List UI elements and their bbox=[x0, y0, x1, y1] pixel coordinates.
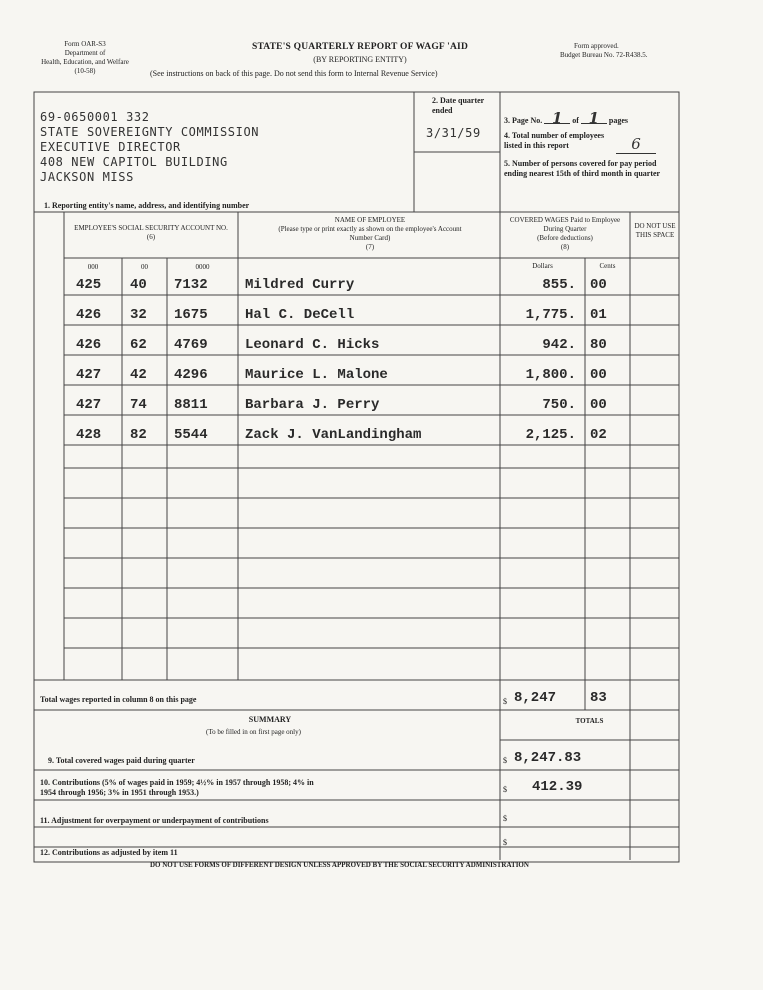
ssn-area-subheader: 000 bbox=[87, 263, 99, 271]
form-title: STATE'S QUARTERLY REPORT OF WAGF 'AID bbox=[251, 42, 469, 52]
department-name: Health, Education, and Welfare bbox=[41, 58, 129, 66]
table-row bbox=[0, 303, 763, 333]
name-column-number: (7) bbox=[365, 243, 375, 251]
ssn-serial: 5544 bbox=[174, 427, 208, 443]
wages-dollars: 942. bbox=[542, 337, 576, 353]
do-not-use-header: DO NOT USE THIS SPACE bbox=[634, 222, 676, 239]
ssn-group: 62 bbox=[130, 337, 147, 353]
wages-cents: 00 bbox=[590, 397, 607, 413]
ssn-group-subheader: 00 bbox=[141, 263, 148, 271]
ssn-serial: 8811 bbox=[174, 397, 208, 413]
table-row bbox=[0, 273, 763, 303]
employee-name: Hal C. DeCell bbox=[245, 307, 355, 323]
table-row bbox=[0, 423, 763, 453]
ssn-area: 426 bbox=[76, 307, 102, 323]
entity-label: 1. Reporting entity's name, address, and identifying number bbox=[44, 201, 250, 210]
budget-number: Budget Bureau No. 72-R438.5. bbox=[560, 51, 648, 59]
approval-block bbox=[560, 42, 710, 60]
form-subtitle: (BY REPORTING ENTITY) bbox=[313, 55, 407, 64]
ssn-serial: 4296 bbox=[174, 367, 208, 383]
wages-header-note: (Before deductions) bbox=[537, 234, 593, 242]
entity-title-line: EXECUTIVE DIRECTOR bbox=[40, 140, 181, 154]
persons-covered-label: 5. Number of persons covered for pay period ending nearest 15th of third month in quarter bbox=[504, 159, 661, 178]
ssn-group: 40 bbox=[130, 277, 147, 293]
ssn-group: 82 bbox=[130, 427, 147, 443]
form-id-block bbox=[30, 40, 140, 76]
page-number-row bbox=[504, 109, 679, 127]
item10-value: 412.39 bbox=[532, 779, 583, 795]
name-header-text: NAME OF EMPLOYEE bbox=[334, 216, 406, 224]
wages-column-number: (8) bbox=[560, 243, 570, 251]
page-label: 3. Page No. bbox=[504, 116, 543, 125]
employee-count: 6 bbox=[616, 135, 656, 154]
dollars-subheader: Dollars bbox=[532, 262, 553, 270]
wages-dollars: 855. bbox=[542, 277, 576, 293]
form-date-code: (10-58) bbox=[74, 67, 96, 75]
ssn-serial: 4769 bbox=[174, 337, 208, 353]
item10-label: 10. Contributions (5% of wages paid in 1959; 4½% in 1957 through 1958; 4% in 1954 through 1956; 3% in 1951 through 1953.) bbox=[40, 778, 314, 797]
wages-header-text: COVERED WAGES Paid to Employee During Quarter bbox=[509, 216, 621, 233]
approval-text: Form approved. bbox=[574, 42, 619, 50]
table-row bbox=[0, 333, 763, 363]
quarter-value: 3/31/59 bbox=[426, 126, 481, 140]
dollar-sign: $ bbox=[503, 838, 507, 847]
entity-address bbox=[40, 110, 259, 185]
quarter-label: 2. Date quarter ended bbox=[432, 96, 485, 115]
ssn-area: 428 bbox=[76, 427, 102, 443]
item9-value: 8,247.83 bbox=[514, 750, 582, 766]
table-row bbox=[0, 363, 763, 393]
ssn-header-text: EMPLOYEE'S SOCIAL SECURITY ACCOUNT NO. bbox=[74, 224, 228, 232]
entity-name-line: STATE SOVEREIGNTY COMMISSION bbox=[40, 125, 260, 139]
department-label: Department of bbox=[64, 49, 106, 57]
ssn-column-number: (6) bbox=[146, 233, 156, 241]
ssn-serial-subheader: 0000 bbox=[195, 263, 210, 271]
employee-name: Zack J. VanLandingham bbox=[245, 427, 422, 443]
employee-name: Leonard C. Hicks bbox=[245, 337, 380, 353]
wages-dollars: 1,775. bbox=[525, 307, 576, 323]
cents-subheader: Cents bbox=[599, 262, 616, 270]
wages-dollars: 1,800. bbox=[525, 367, 576, 383]
ssn-area: 425 bbox=[76, 277, 102, 293]
dollar-sign: $ bbox=[503, 814, 507, 823]
instructions-text: (See instructions on back of this page. Do not send this form to Internal Revenue Service) bbox=[150, 69, 438, 78]
ssn-area: 427 bbox=[76, 397, 102, 413]
entity-city-line: JACKSON MISS bbox=[40, 170, 134, 184]
wages-cents: 80 bbox=[590, 337, 607, 353]
form-id: Form OAR-S3 bbox=[64, 40, 106, 48]
wages-cents: 02 bbox=[590, 427, 607, 443]
item9-label: 9. Total covered wages paid during quarter bbox=[48, 756, 195, 765]
employee-count-label: 4. Total number of employees listed in this report bbox=[504, 131, 605, 150]
employee-name: Mildred Curry bbox=[245, 277, 355, 293]
ssn-serial: 1675 bbox=[174, 307, 208, 323]
page-total-dollars: 8,247 bbox=[514, 690, 557, 706]
wages-cents: 00 bbox=[590, 277, 607, 293]
wages-header bbox=[502, 216, 628, 252]
ssn-header bbox=[66, 224, 236, 242]
total-pages: 1 bbox=[581, 113, 607, 124]
page-total-cents: 83 bbox=[590, 690, 607, 706]
employee-name: Maurice L. Malone bbox=[245, 367, 388, 383]
name-header bbox=[270, 216, 470, 252]
ssn-area: 427 bbox=[76, 367, 102, 383]
page-number: 1 bbox=[544, 113, 570, 124]
name-header-note: (Please type or print exactly as shown on the employee's Account Number Card) bbox=[278, 225, 462, 242]
item11-label: 11. Adjustment for overpayment or underpayment of contributions bbox=[40, 816, 269, 825]
item12-label: 12. Contributions as adjusted by item 11 bbox=[40, 848, 178, 857]
page-total-label: Total wages reported in column 8 on this page bbox=[40, 695, 197, 704]
wages-dollars: 2,125. bbox=[525, 427, 576, 443]
of-label: of bbox=[572, 116, 579, 125]
wages-dollars: 750. bbox=[542, 397, 576, 413]
totals-heading: TOTALS bbox=[575, 717, 604, 725]
summary-note: (To be filled in on first page only) bbox=[206, 728, 301, 736]
ssn-group: 32 bbox=[130, 307, 147, 323]
summary-heading: SUMMARY bbox=[248, 715, 292, 724]
ssn-area: 426 bbox=[76, 337, 102, 353]
employee-name: Barbara J. Perry bbox=[245, 397, 380, 413]
wages-cents: 00 bbox=[590, 367, 607, 383]
ssn-serial: 7132 bbox=[174, 277, 208, 293]
entity-id-line: 69-0650001 332 bbox=[40, 110, 150, 124]
footer-notice: DO NOT USE FORMS OF DIFFERENT DESIGN UNLESS APPROVED BY THE SOCIAL SECURITY ADMINISTRATION bbox=[150, 861, 529, 869]
table-row bbox=[0, 393, 763, 423]
dollar-sign: $ bbox=[503, 785, 507, 794]
dollar-sign: $ bbox=[503, 697, 507, 706]
ssn-group: 74 bbox=[130, 397, 147, 413]
wages-cents: 01 bbox=[590, 307, 607, 323]
dollar-sign: $ bbox=[503, 756, 507, 765]
entity-street-line: 408 NEW CAPITOL BUILDING bbox=[40, 155, 228, 169]
pages-label: pages bbox=[608, 116, 629, 125]
ssn-group: 42 bbox=[130, 367, 147, 383]
